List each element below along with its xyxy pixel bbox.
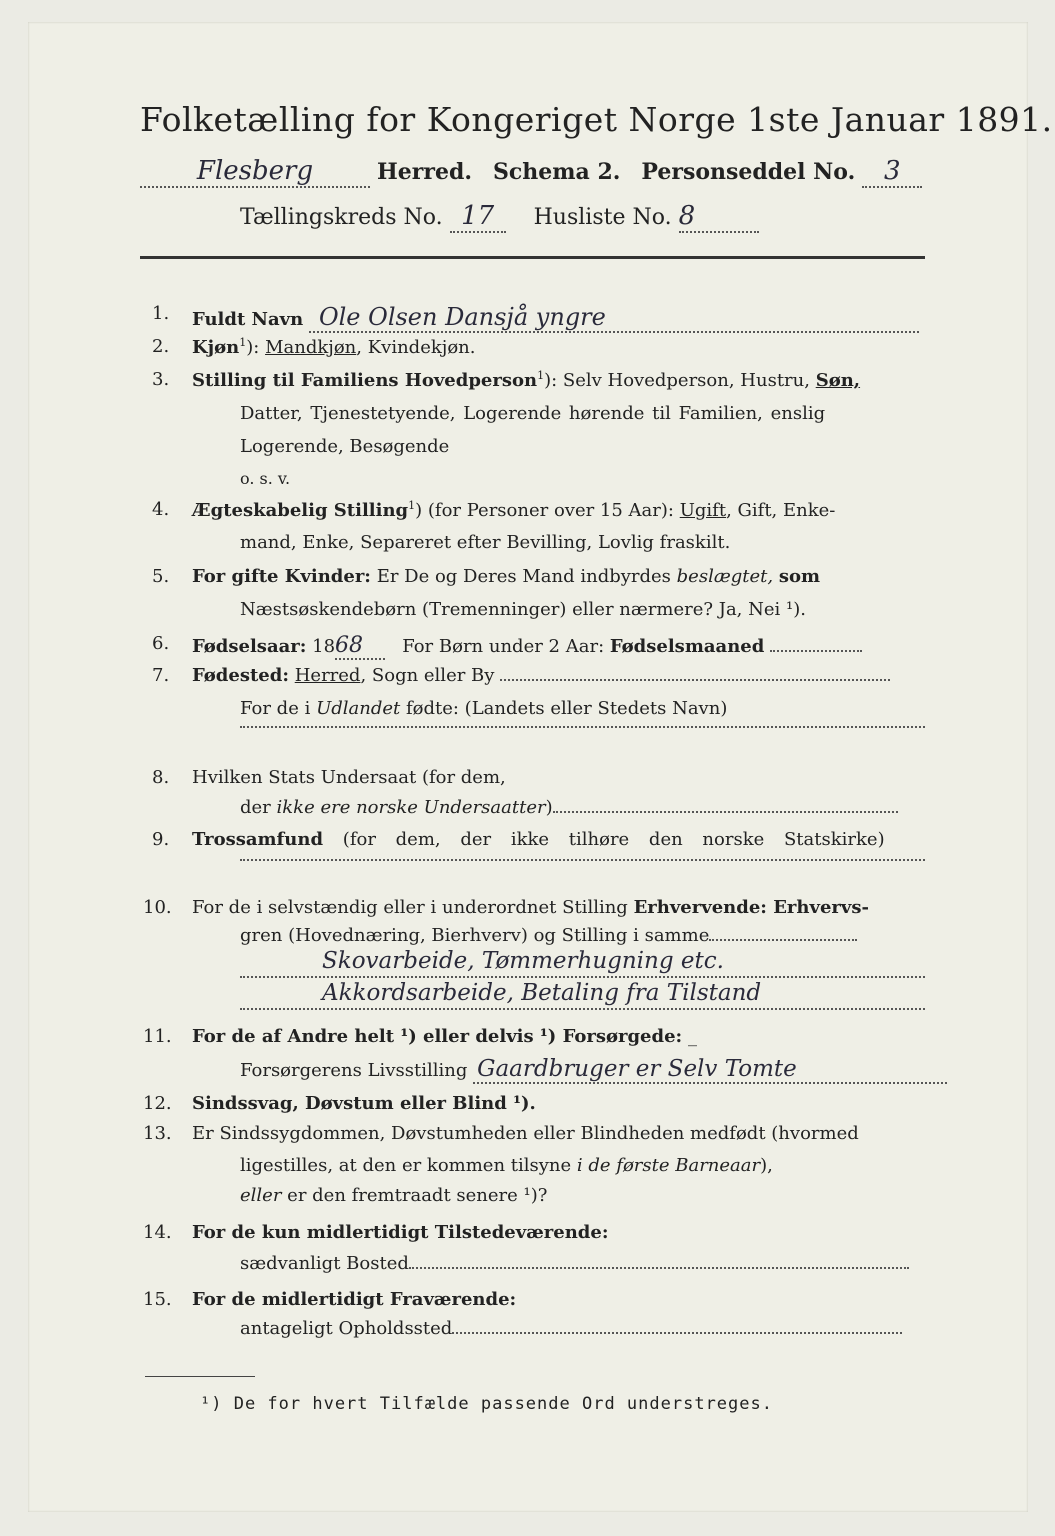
item-number: 1. [152, 303, 170, 324]
herred-value: Flesberg [140, 156, 370, 188]
gender-label: Kjøn [192, 337, 240, 358]
presumed-residence-row [240, 1318, 902, 1339]
item-number: 5. [152, 566, 170, 587]
occupation-line2 [240, 925, 857, 946]
marital-status-selected: Ugift [679, 500, 727, 521]
temporary-absent-row: For de midlertidigt Fraværende: [192, 1289, 517, 1310]
disability-row: Sindssvag, Døvstum eller Blind ¹). [192, 1093, 536, 1114]
birth-month-field [770, 650, 862, 652]
family-position-label: Stilling til Familiens Hovedperson [192, 370, 538, 391]
item-number: 2. [152, 336, 170, 357]
family-position-line4: o. s. v. [240, 469, 291, 488]
family-position-selected: Søn, [815, 370, 861, 391]
foreign-birthplace-text: fødte: (Landets eller Stedets Navn) [405, 698, 728, 719]
usual-residence-field [409, 1267, 909, 1269]
birthplace-field [500, 679, 890, 681]
birthplace-label: Fødested: [192, 665, 289, 686]
marital-status-label: Ægteskabelig Stilling [192, 500, 409, 521]
family-position-row [192, 369, 860, 391]
occupation-handwritten: Akkordsarbeide, Betaling fra Tilstand [322, 980, 762, 1006]
married-women-text: som [778, 566, 821, 587]
birth-month-label: Fødselsmaaned [609, 636, 765, 657]
occupation-hand-line2 [240, 980, 925, 1010]
disability-origin-line2 [240, 1155, 773, 1176]
marital-status-text: , Gift, Enke- [726, 500, 836, 521]
item-number: 6. [152, 633, 170, 654]
disability-origin-line3 [240, 1185, 547, 1206]
occupation-field [709, 939, 857, 941]
disability-origin-text: eller [240, 1185, 282, 1206]
marital-status-line2: mand, Enke, Separeret efter Bevilling, Lovlig fraskilt. [240, 532, 731, 553]
footnote: ¹) De for hvert Tilfælde passende Ord understreges. [200, 1394, 773, 1414]
item-number: 10. [143, 897, 172, 918]
gender-row [192, 336, 476, 358]
husliste-value: 8 [679, 201, 759, 233]
foreign-birthplace-field [240, 726, 925, 728]
supported-text: For de af Andre helt ¹) eller delvis ¹) Forsørgede: [192, 1026, 683, 1047]
occupation-handwritten: Skovarbeide, Tømmerhugning etc. [322, 948, 724, 974]
gender-text: , Kvindekjøn. [356, 337, 476, 358]
birth-year-label: Fødselsaar: [192, 636, 307, 657]
kreds-value: 17 [450, 201, 506, 233]
item-number: 7. [152, 665, 170, 686]
married-women-line2: Næstsøskendebørn (Tremenninger) eller nærmere? Ja, Nei ¹). [240, 599, 806, 620]
gender-selected: Mandkjøn [265, 337, 357, 358]
provider-label: Forsørgerens Livsstilling [240, 1060, 468, 1081]
foreign-birthplace-text: For de i [240, 698, 311, 719]
footnote-marker: 1 [537, 369, 545, 382]
personseddel-label: Personseddel No. [641, 159, 856, 185]
citizenship-row [240, 797, 898, 818]
citizenship-field [553, 811, 898, 813]
family-position-text: ): Selv Hovedperson, Hustru, [544, 370, 810, 391]
disability-origin-line1: Er Sindssygdommen, Døvstumheden eller Blindheden medfødt (hvormed [192, 1123, 859, 1144]
footnote-rule [145, 1376, 255, 1377]
marital-status-row [192, 499, 835, 521]
birth-month-text: For Børn under 2 Aar: [402, 636, 605, 657]
occupation-text: For de i selvstændig eller i underordnet Stilling [192, 897, 628, 918]
item-number: 9. [152, 829, 170, 850]
occupation-text: gren (Hovednæring, Bierhverv) og Stilling i samme [240, 925, 710, 946]
married-women-label: For gifte Kvinder: [192, 566, 371, 587]
item-number: 15. [143, 1289, 172, 1310]
item-number: 12. [143, 1093, 172, 1114]
full-name-label: Fuldt Navn [192, 309, 304, 330]
birthplace-selected: Herred [294, 665, 361, 686]
item-number: 8. [152, 767, 170, 788]
census-form [28, 22, 1028, 1512]
kreds-label: Tællingskreds No. [240, 205, 443, 230]
occupation-row [192, 897, 869, 918]
birthplace-text: , Sogn eller By [360, 665, 495, 686]
full-name-value: Ole Olsen Dansjå yngre [309, 303, 919, 333]
presumed-residence-label: antageligt Opholdssted [240, 1318, 453, 1339]
item-number: 4. [152, 499, 170, 520]
religion-label: Trossamfund [192, 829, 324, 850]
religion-text: (for dem, der ikke tilhøre den norske Statskirke) [342, 829, 885, 850]
birth-year-prefix: 18 [312, 636, 336, 657]
item-number: 3. [152, 369, 170, 390]
family-position-line3: Logerende, Besøgende [240, 436, 450, 457]
kreds-line [240, 201, 759, 233]
citizenship-line1: Hvilken Stats Undersaat (for dem, [192, 767, 506, 788]
religion-row [192, 829, 885, 850]
provider-row [240, 1056, 947, 1084]
footnote-marker: 1 [239, 336, 247, 349]
usual-residence-row [240, 1253, 909, 1274]
disability-origin-text: ligestilles, at den er kommen tilsyne [240, 1155, 572, 1176]
occupation-hand-line [240, 948, 925, 978]
occupation-label: Erhvervende: Erhvervs- [633, 897, 869, 918]
gender-text: ): [246, 337, 266, 358]
supported-row: For de af Andre helt ¹) eller delvis ¹) Forsørgede: _ [192, 1026, 697, 1047]
personseddel-value: 3 [862, 156, 922, 188]
temporary-present-row: For de kun midlertidigt Tilstedeværende: [192, 1222, 609, 1243]
usual-residence-label: sædvanligt Bosted [240, 1253, 409, 1274]
foreign-birthplace-row [240, 698, 727, 719]
presumed-residence-field [452, 1332, 902, 1334]
citizenship-text: ) [545, 797, 553, 818]
citizenship-text: der [240, 797, 271, 818]
schema-label: Schema 2. [493, 159, 621, 185]
disability-origin-text: er den fremtraadt senere ¹)? [287, 1185, 548, 1206]
religion-field [240, 859, 925, 861]
disability-origin-text: i de første Barneaar [576, 1155, 761, 1176]
family-position-line2: Datter, Tjenestetyende, Logerende hørende til Familien, enslig [240, 403, 826, 424]
form-title: Folketælling for Kongeriget Norge 1ste Januar 1891. [140, 100, 1053, 139]
married-women-text: beslægtet, [676, 566, 774, 587]
item-number: 14. [143, 1222, 172, 1243]
full-name-row [192, 303, 919, 333]
disability-origin-text: ), [760, 1155, 773, 1176]
marital-status-text: ) (for Personer over 15 Aar): [415, 500, 674, 521]
provider-value: Gaardbruger er Selv Tomte [473, 1056, 947, 1084]
birth-year-value: 68 [335, 633, 385, 660]
birth-year-row [192, 633, 862, 660]
header-rule [140, 256, 925, 259]
footnote-marker: 1 [408, 499, 416, 512]
birthplace-row [192, 665, 890, 686]
herred-line [140, 156, 922, 188]
foreign-birthplace-text: Udlandet [316, 698, 401, 719]
citizenship-text: ikke ere norske Undersaatter [276, 797, 546, 818]
item-number: 13. [143, 1123, 172, 1144]
item-number: 11. [143, 1026, 172, 1047]
husliste-label: Husliste No. [533, 205, 672, 230]
herred-label: Herred. [377, 159, 473, 185]
married-women-row [192, 566, 820, 587]
married-women-text: Er De og Deres Mand indbyrdes [376, 566, 671, 587]
